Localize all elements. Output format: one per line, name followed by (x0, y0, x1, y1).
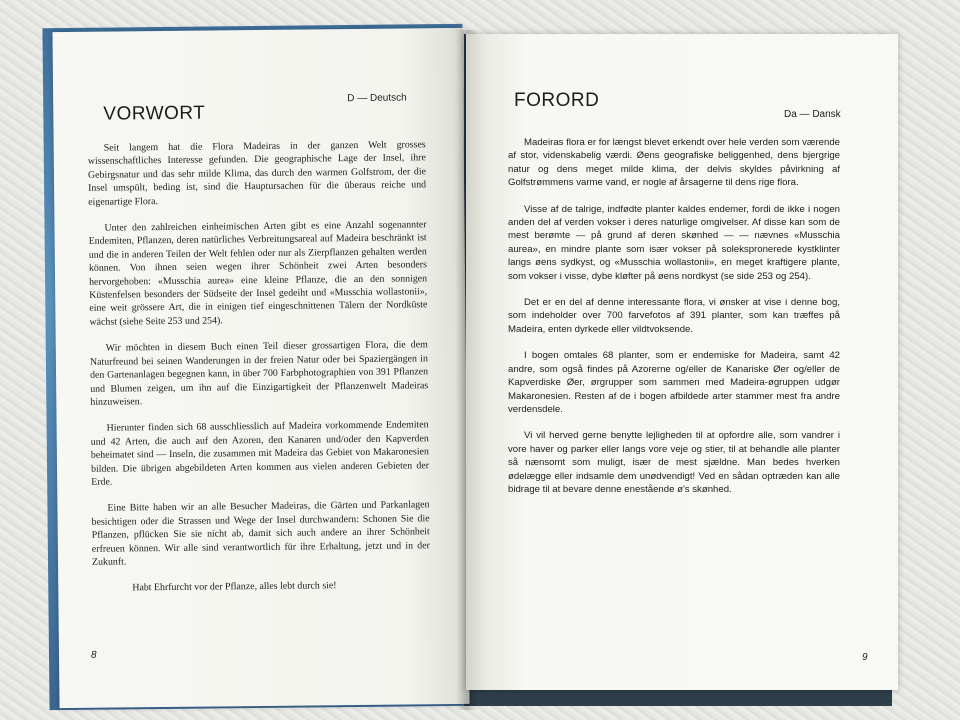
paragraph: I bogen omtales 68 planter, som er endemiske for Madeira, samt 42 andre, som også findes på Azorerne og/eller de Kanariske Øer og/eller de Kapverdiske Øer, ørgrupper som sammen med Madeira-øgruppen udgør Makaronesien. Resten af de i bogen afbildede arter stammer mest fra andre verdensdele. (508, 350, 840, 415)
language-label: D — Deutsch (347, 92, 407, 105)
page-number: 9 (862, 652, 868, 663)
right-page (466, 34, 898, 690)
page-body (508, 136, 840, 509)
paragraph: Seit langem hat die Flora Madeiras in der ganzen Welt grosses wissenschaftliches Interesse gefunden. Die geographische Lage der Insel, ihre Gebirgsnatur und das sehr milde Klima, das durch den warmen Golfstrom, der die Insel umspült, beding ist, sind die Hauptursachen für die überaus reiche und eigenartige Flora. (87, 139, 427, 208)
paragraph: Vi vil herved gerne benytte lejligheden til at opfordre alle, som vandrer i vore haver og parker eller langs vore veje og stier, til at behandle alle planter så nænsomt som muligt, især de mest sjældne. Man bedes hverken ødelægge eller indsamle dem unødvendigt! Ved en sådan optræden kan alle bidrage til at bevare denne enestående ø's skønhed. (508, 430, 840, 495)
paragraph: Visse af de talrige, indfødte planter kaldes endemer, fordi de ikke i nogen anden del af verden vokser i deres naturlige omgivelser. Af disse kan som de mest berømte — på grund af deren skønhed — — nævnes «Musschia aurea», en mindre plante som især vokser på solekspronerede kystklinter langs øens sydkyst, og «Musschia wollastonii», en meget kraftigere plante, som vokser i visse, dybe kløfter på øens nordkyst (se side 253 og 254). (508, 203, 840, 282)
paragraph: Det er en del af denne interessante flora, vi ønsker at vise i denne bog, som indeholder over 700 farvefotos af 391 planter, som kan træffes på Madeira, enten dyrkede eller vildtvoksende. (508, 297, 840, 335)
paragraph: Habt Ehrfurcht vor der Pflanze, alles lebt durch sie! (132, 580, 337, 594)
page-number: 8 (90, 649, 97, 661)
page-title: FORORD (514, 90, 600, 111)
page-title: VORWORT (103, 102, 206, 125)
left-page (52, 28, 469, 708)
paragraph: Hierunter finden sich 68 ausschliesslich auf Madeira vorkommende Endemiten und 42 Arten, die auch auf den Azoren, den Kanaren und/oder den Kapverden beheimatet sind — Inseln, die zusammen mit Madeira das Gebiet von Makaronesien bilden. Die übrigen abgebildeten Arten kommen aus vielen anderen Gebieten der Erde. (90, 419, 430, 488)
paragraph: Unter den zahlreichen einheimischen Arten gibt es eine Anzahl sogenannter Endemiten, Pflanzen, deren natürliches Verbreitungsareal auf Madeira beschränkt ist und die in anderen Teilen der Welt fehlen oder nur als Zierpflanzen gehalten werden können. Von ihnen seien wegen ihrer Schönheit zwei Arten besonders hervorgehoben: «Musschia aurea» eine kleine Pflanze, die an den sonnigen Küstenfelsen besonders der Südseite der Insel gedeiht und «Musschia wollastonii», eine weit grössere Art, die in einigen tief eingeschnittenen Tälern der Nordküste wächst (siehe Seite 253 und 254). (88, 219, 428, 328)
paragraph: Madeiras flora er for længst blevet erkendt over hele verden som værende af stor, videnskabelig værdi. Øens geografiske beliggenhed, dens bjergrige natur og dens meget milde klima, der delvis skyldes påvirkning af Golfstrømmens varme vand, er nogle af årsagerne til dens rige flora. (508, 137, 840, 189)
language-label: Da — Dansk (784, 109, 841, 120)
page-body (88, 138, 431, 608)
paragraph: Eine Bitte haben wir an alle Besucher Madeiras, die Gärten und Parkanlagen besichtigen oder die Strassen und Wege der Insel durchwandern: Schonen Sie die Pflanzen, pflücken Sie sie nicht ab, damit sich auch andere an ihrer Schönheit erfreuen können. Wir alle sind verantwortlich für ihre Erhaltung, jetzt und in der Zukunft. (91, 499, 430, 568)
paragraph: Wir möchten in diesem Buch einen Teil dieser grossartigen Flora, die dem Naturfreund bei seinen Wanderungen in der freien Natur oder bei Spaziergängen in den Gartenanlagen begegnen kann, in über 700 Farbphotographien von 391 Pflanzen und Blumen zeigen, um ihn auf die Einzigartigkeit der Pflanzenwelt Madeiras hinzuweisen. (89, 339, 429, 408)
